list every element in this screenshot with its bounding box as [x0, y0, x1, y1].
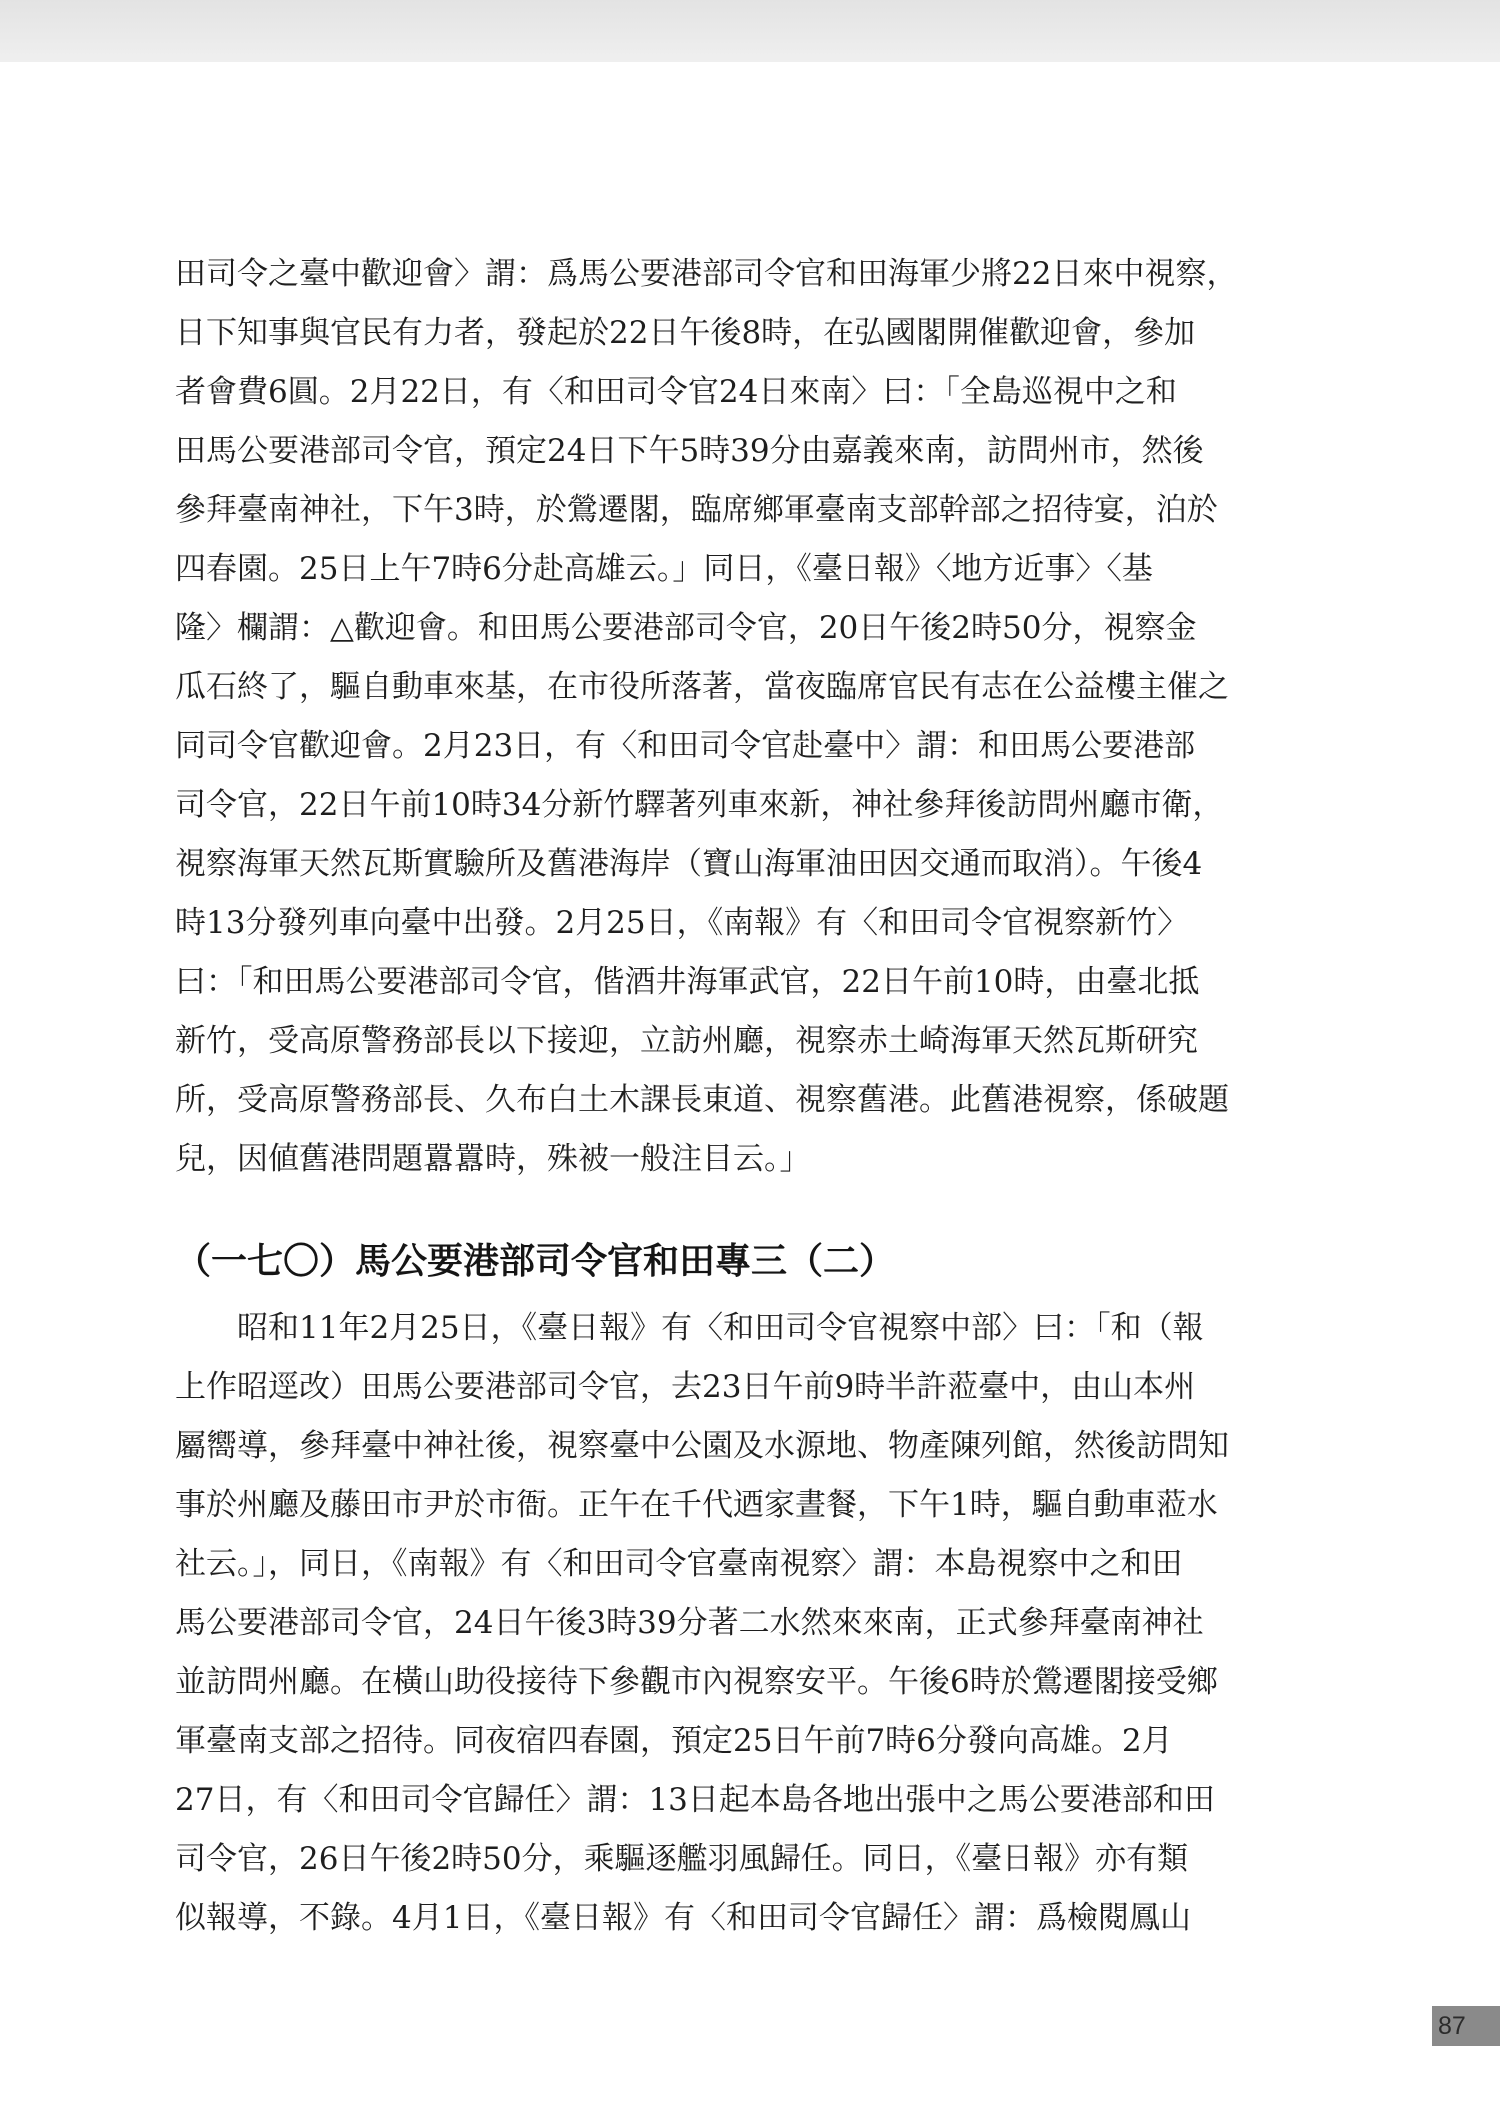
paragraph-continued [175, 245, 1295, 1189]
text-line: 者會費6圓。2月22日，有〈和田司令官24日來南〉曰：「全島巡視中之和 [175, 374, 1177, 410]
text-line: 新竹，受高原警務部長以下接迎，立訪州廳，視察赤土崎海軍天然瓦斯研究 [175, 1023, 1198, 1059]
section-heading: （一七〇）馬公要港部司令官和田專三（二） [175, 1241, 896, 1282]
text-line: 軍臺南支部之招待。同夜宿四春園，預定25日午前7時6分發向高雄。2月 [175, 1723, 1173, 1759]
text-line: 曰：「和田馬公要港部司令官，偕酒井海軍武官，22日午前10時，由臺北抵 [175, 964, 1200, 1000]
text-line: 視察海軍天然瓦斯實驗所及舊港海岸（寶山海軍油田因交通而取消）。午後4 [175, 846, 1203, 882]
text-line: 瓜石終了，驅自動車來基，在市役所落著，當夜臨席官民有志在公益樓主催之 [175, 669, 1229, 705]
text-line: 屬嚮導，參拜臺中神社後，視察臺中公園及水源地、物產陳列館，然後訪問知 [175, 1428, 1229, 1464]
text-line: 昭和11年2月25日，《臺日報》有〈和田司令官視察中部〉曰：「和（報 [175, 1310, 1204, 1346]
text-line: 似報導，不錄。4月1日，《臺日報》有〈和田司令官歸任〉謂：爲檢閱鳳山 [175, 1900, 1191, 1936]
text-line: 參拜臺南神社，下午3時，於鶯遷閣，臨席鄉軍臺南支部幹部之招待宴，泊於 [175, 492, 1218, 528]
text-line: 上作昭逕改）田馬公要港部司令官，去23日午前9時半許蒞臺中，由山本州 [175, 1369, 1196, 1405]
text-line: 隆〉欄謂：△歡迎會。和田馬公要港部司令官，20日午後2時50分，視察金 [175, 610, 1197, 646]
page-number: 87 [1432, 2006, 1500, 2046]
text-line: 司令官，26日午後2時50分，乘驅逐艦羽風歸任。同日，《臺日報》亦有類 [175, 1841, 1189, 1877]
text-line: 時13分發列車向臺中出發。2月25日，《南報》有〈和田司令官視察新竹〉 [175, 905, 1189, 941]
text-line: 司令官，22日午前10時34分新竹驛著列車來新，神社參拜後訪問州廳市衛， [175, 787, 1224, 823]
text-line: 並訪問州廳。在橫山助役接待下參觀市內視察安平。午後6時於鶯遷閣接受鄉 [175, 1664, 1218, 1700]
text-line: 同司令官歡迎會。2月23日，有〈和田司令官赴臺中〉謂：和田馬公要港部 [175, 728, 1196, 764]
text-line: 馬公要港部司令官，24日午後3時39分著二水然來來南，正式參拜臺南神社 [175, 1605, 1204, 1641]
text-line: 所，受高原警務部長、久布白土木課長東道、視察舊港。此舊港視察，係破題 [175, 1082, 1229, 1118]
text-line: 四春園。25日上午7時6分赴高雄云。」同日，《臺日報》〈地方近事〉〈基 [175, 551, 1153, 587]
section-paragraph [175, 1299, 1295, 1948]
text-line: 兒，因値舊港問題囂囂時，殊被一般注目云。」 [175, 1141, 811, 1177]
text-line: 27日，有〈和田司令官歸任〉謂：13日起本島各地出張中之馬公要港部和田 [175, 1782, 1215, 1818]
text-line: 日下知事與官民有力者，發起於22日午後8時，在弘國閣開催歡迎會，參加 [175, 315, 1196, 351]
text-line: 社云。」，同日，《南報》有〈和田司令官臺南視察〉謂：本島視察中之和田 [175, 1546, 1183, 1582]
scan-border [0, 0, 1500, 62]
text-line: 田司令之臺中歡迎會〉謂：爲馬公要港部司令官和田海軍少將22日來中視察， [175, 256, 1238, 292]
text-line: 事於州廳及藤田市尹於市衙。正午在千代迺家晝餐，下午1時，驅自動車蒞水 [175, 1487, 1218, 1523]
text-line: 田馬公要港部司令官，預定24日下午5時39分由嘉義來南，訪問州市，然後 [175, 433, 1204, 469]
page-body [175, 245, 1295, 1948]
